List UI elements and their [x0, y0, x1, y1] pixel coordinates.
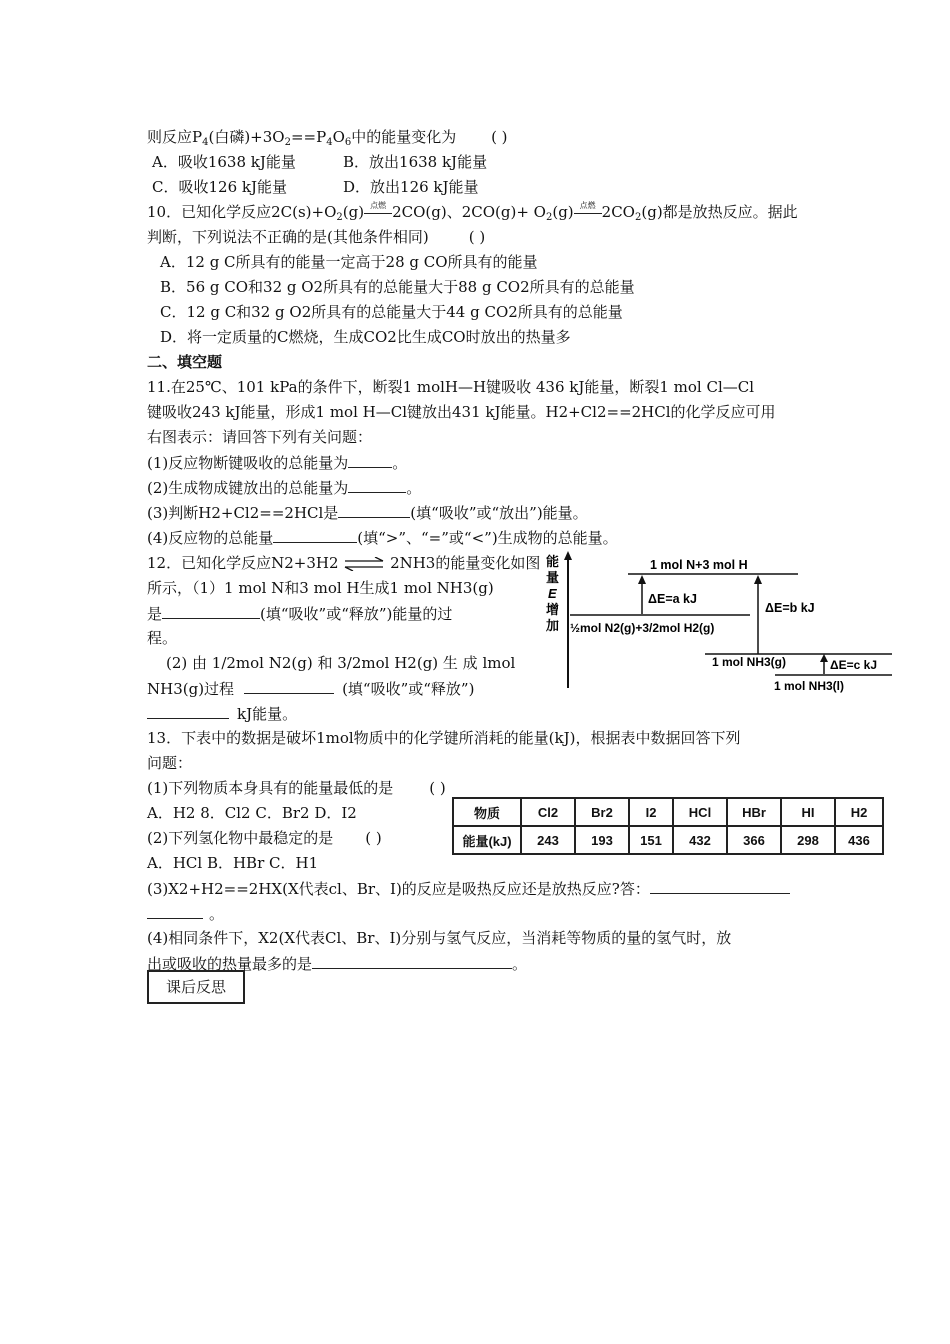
- q10-option-b: B．56 g CO和32 g O2所具有的总能量大于88 g CO2所具有的总能量: [160, 278, 635, 296]
- reflection-box: 课后反思: [147, 970, 245, 1004]
- table-header-cell: HI: [781, 798, 835, 826]
- level-nh3-liquid-label: 1 mol NH3(l): [774, 679, 845, 693]
- q12-line2: 所示，（1）1 mol N和3 mol H生成1 mol NH3(g): [147, 579, 494, 597]
- reversible-arrow-icon: [343, 557, 385, 571]
- q13-sub1-options: A．H2 8．Cl2 C．Br2 D．I2: [147, 804, 357, 822]
- q11-line3: 右图表示：请回答下列有关问题：: [147, 428, 373, 446]
- table-header-cell: Cl2: [521, 798, 575, 826]
- q11-sub2: (2)生成物成键放出的总能量为 。: [147, 479, 422, 497]
- table-header-cell: HBr: [727, 798, 781, 826]
- q9-option-b: B．放出1638 kJ能量: [343, 153, 488, 171]
- table-cell: 432: [673, 826, 727, 854]
- bond-energy-table: [452, 797, 884, 855]
- table-cell: 366: [727, 826, 781, 854]
- q9-option-d: D．放出126 kJ能量: [343, 178, 479, 196]
- q12-line5: (2) 由 1/2mol N2(g) 和 3/2mol H2(g) 生 成 lmol: [166, 654, 516, 672]
- q12-blank-3[interactable]: [147, 703, 229, 719]
- ignite-arrow-2: 点燃: [574, 202, 602, 222]
- table-header-cell: H2: [835, 798, 883, 826]
- q13-sub4-line2: 出或吸收的热量最多的是 。: [147, 955, 528, 973]
- q11-line2: 键吸收243 kJ能量，形成1 mol H—Cl键放出431 kJ能量。H2+Cl2==2HCl的化学反应可用: [147, 403, 776, 421]
- axis-label-char: E: [548, 586, 557, 601]
- level-nh3-gas-label: 1 mol NH3(g): [712, 655, 787, 669]
- q13-sub4-line1: (4)相同条件下，X2(X代表Cl、Br、I)分别与氢气反应，当消耗等物质的量的氢气时，放: [147, 929, 732, 947]
- axis-label-char: 加: [546, 618, 560, 633]
- table-cell: 193: [575, 826, 629, 854]
- q11-sub4: (4)反应物的总能量 (填“>”、“=”或“<”)生成物的总能量。: [147, 529, 618, 547]
- ignite-arrow-1: 点燃: [364, 202, 392, 222]
- q13-sub3-cont: 。: [147, 903, 224, 924]
- q10-option-c: C．12 g C和32 g O2所具有的总能量大于44 g CO2所具有的总能量: [160, 303, 623, 321]
- q11-blank-1[interactable]: [348, 452, 392, 468]
- q13-blank-3a[interactable]: [650, 878, 790, 894]
- q12-energy-diagram: [540, 548, 900, 694]
- table-row-label: 能量(kJ): [453, 826, 521, 854]
- q13-sub1: (1)下列物质本身具有的能量最低的是 ( ): [147, 779, 446, 797]
- table-header-cell: HCl: [673, 798, 727, 826]
- level-top-label: 1 mol N+3 mol H: [650, 558, 748, 572]
- q12-line3: 是 (填“吸收”或“释放”)能量的过: [147, 605, 453, 623]
- q9-option-a: A．吸收1638 kJ能量: [152, 153, 296, 171]
- q11-blank-2[interactable]: [348, 477, 406, 493]
- q11-sub3: (3)判断H2+Cl2==2HCl是 (填“吸收”或“放出”)能量。: [147, 504, 588, 522]
- arrow-up-icon: [638, 575, 646, 584]
- q13-sub3: (3)X2+H2==2HX(X代表cl、Br、I)的反应是吸热反应还是放热反应?答：: [147, 878, 790, 899]
- q13-line2: 问题：: [147, 754, 193, 772]
- table-cell: 298: [781, 826, 835, 854]
- arrow-up-icon: [820, 654, 828, 662]
- q13-blank-3b[interactable]: [147, 903, 203, 919]
- q11-blank-3[interactable]: [338, 502, 410, 518]
- axis-label-char: 能: [546, 554, 560, 569]
- q10-stem-line2: 判断，下列说法不正确的是(其他条件相同) ( ): [147, 228, 486, 246]
- q12-line4: 程。: [147, 629, 178, 647]
- q12-line6: NH3(g)过程 (填“吸收”或“释放”): [147, 680, 475, 698]
- q10-stem-line1: 10．已知化学反应$2C(s)+O_2(g)$ 点燃 2CO(g)、$2CO(g)+ O_2(g)$ 点燃 $2CO_2(g)$都是放热反应。据此: [147, 201, 798, 223]
- q13-line1: 13．下表中的数据是破坏1mol物质中的化学键所消耗的能量(kJ)，根据表中数据回答下列: [147, 729, 741, 747]
- table-cell: 436: [835, 826, 883, 854]
- level-reactants-label: ½mol N2(g)+3/2mol H2(g): [570, 621, 715, 635]
- q11-blank-4[interactable]: [273, 527, 357, 543]
- q13-sub2-options: A．HCl B．HBr C．H1: [147, 854, 319, 872]
- q13-sub2: (2)下列氢化物中最稳定的是 ( ): [147, 829, 382, 847]
- q12-line7: kJ能量。: [147, 703, 297, 724]
- table-cell: 151: [629, 826, 673, 854]
- delta-e-c: ΔE=c kJ: [830, 658, 877, 672]
- q9-option-c: C．吸收126 kJ能量: [152, 178, 287, 196]
- table-cell: 243: [521, 826, 575, 854]
- q12-line1: 12．已知化学反应N2+3H2 2NH3的能量变化如图: [147, 554, 541, 572]
- arrow-up-icon: [754, 575, 762, 584]
- q12-blank-2[interactable]: [244, 678, 334, 694]
- q13-blank-4[interactable]: [312, 953, 512, 969]
- delta-e-b: ΔE=b kJ: [765, 601, 815, 615]
- q11-sub1: (1)反应物断键吸收的总能量为 。: [147, 454, 408, 472]
- q12-blank-1[interactable]: [162, 603, 260, 619]
- axis-arrow-icon: [564, 551, 572, 560]
- q10-option-a: A．12 g C所具有的能量一定高于28 g CO所具有的能量: [160, 253, 538, 271]
- table-row: [453, 798, 883, 826]
- table-row: [453, 826, 883, 854]
- delta-e-a: ΔE=a kJ: [648, 592, 697, 606]
- q10-option-d: D．将一定质量的C燃烧，生成CO2比生成CO时放出的热量多: [160, 328, 571, 346]
- q9-stem: 则反应$P_4$(白磷)$+3O_2==P_4O_6$中的能量变化为 ( ): [147, 128, 508, 148]
- table-header-cell: Br2: [575, 798, 629, 826]
- q9-answer-paren: ( ): [491, 128, 508, 146]
- table-header-cell: 物质: [453, 798, 521, 826]
- table-header-cell: I2: [629, 798, 673, 826]
- axis-label-char: 量: [546, 570, 560, 585]
- q11-line1: 11.在25℃、101 kPa的条件下，断裂1 molH—H键吸收 436 kJ能量，断裂1 mol Cl—Cl: [147, 378, 755, 396]
- axis-label-char: 增: [546, 602, 560, 617]
- section-title-fill-in: 二、填空题: [147, 353, 223, 371]
